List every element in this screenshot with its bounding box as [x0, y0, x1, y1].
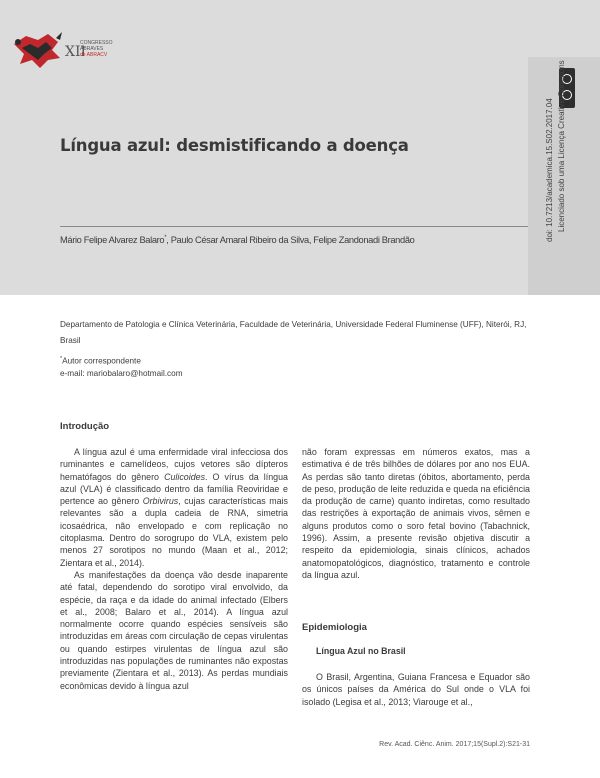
ruminant-logo-icon: [8, 30, 84, 76]
paragraph-2: As manifestações da doença vão desde inaparente até fatal, dependendo do sorotipo viral envolvido, da espécie, da raça e da idade do animal infectado (Elbers et al., 2008; Balaro et al., 2014). A língua azul normalmente ocorre quando espécies sensíveis são introduzidas em áreas com circulação de cepas virulentas ou quando estirpes virulentas de língua azul são introduzidas nas populações de ruminantes não expostas previamente (Zientara et al., 2013). As perdas mundiais econômicas devido à língua azul: [60, 569, 288, 691]
right-column: [302, 446, 530, 581]
paragraph-1: A língua azul é uma enfermidade viral infecciosa dos ruminantes e camelídeos, cujos vetores são dípteros hematófagos do gênero Culicoides. O vírus da língua azul (VLA) é classificado dentro da família Reoviridae e pertence ao gênero Orbivirus, cujas características mais relevantes são a dupla cadeia de RNA, simetria icosaédrica, não envelopado e com replicação no citoplasma. Dentro do sorogrupo do VLA, existem pelo menos 27 sorotipos no mundo (Maan et al., 2012; Zientara et al., 2014).: [60, 447, 288, 568]
section-heading-introducao: Introdução: [60, 421, 110, 432]
logo-line2: ABRAVES: [80, 46, 104, 52]
author-list: [60, 235, 414, 245]
affiliation: Departamento de Patologia e Clínica Veterinária, Faculdade de Veterinária, Universidade Federal Fluminense (UFF), Niterói, RJ, Brasil: [60, 320, 527, 345]
header-divider: [60, 226, 528, 227]
right-column-epi: [302, 671, 530, 708]
logo-line1: CONGRESSO: [80, 40, 113, 46]
congress-logo-text: [80, 40, 113, 58]
first-author: Mário Felipe Alvarez Balaro: [60, 235, 165, 246]
section-heading-epidemiologia: Epidemiologia: [302, 622, 367, 633]
logo-line3: de ABRACV: [80, 52, 108, 58]
correspondence-email[interactable]: e-mail: mariobalaro@hotmail.com: [60, 368, 183, 378]
article-title: Língua azul: desmistificando a doença: [60, 136, 409, 155]
subsection-heading-brasil: Língua Azul no Brasil: [316, 646, 406, 656]
journal-footer: Rev. Acad. Ciênc. Anim. 2017;15(Supl.2):S21-31: [379, 741, 530, 748]
other-authors: , Paulo César Amaral Ribeiro da Silva, Felipe Zandonadi Brandão: [166, 235, 415, 246]
corresponding-mark: *: [164, 235, 167, 241]
correspondence: [60, 353, 183, 380]
correspondence-mark: *: [60, 356, 63, 362]
license-text[interactable]: Licenciado sob uma Licença Creative Commons: [557, 60, 566, 232]
logo-roman: XII: [65, 44, 84, 60]
paragraph-3: não foram expressas em números exatos, mas a estimativa é de três bilhões de dólares por ano nos EUA. As perdas são tanto diretas (óbitos, abortamento, perda de peso, produção de leite reduzida e queda na eficiência da produção de carne) quanto indiretas, como resultado das restrições à exportação de animais vivos, sêmen e alguns produtos como o soro fetal bovino (Tabachnick, 1996). Assim, a presente revisão objetiva discutir a respeito da epidemiologia, sinais clínicos, achados anatomopatológicos, diagnóstico, tratamento e controle da língua azul.: [302, 447, 530, 580]
left-column: [60, 446, 288, 692]
correspondence-label: Autor correspondente: [62, 356, 141, 366]
paragraph-4: O Brasil, Argentina, Guiana Francesa e Equador são os únicos países da América do Sul onde o VLA foi isolado (Legisa et al., 2013; Viarouge et al.,: [302, 672, 530, 707]
doi-text[interactable]: doi: 10.7213/academica.15.S02.2017.04: [545, 98, 554, 242]
